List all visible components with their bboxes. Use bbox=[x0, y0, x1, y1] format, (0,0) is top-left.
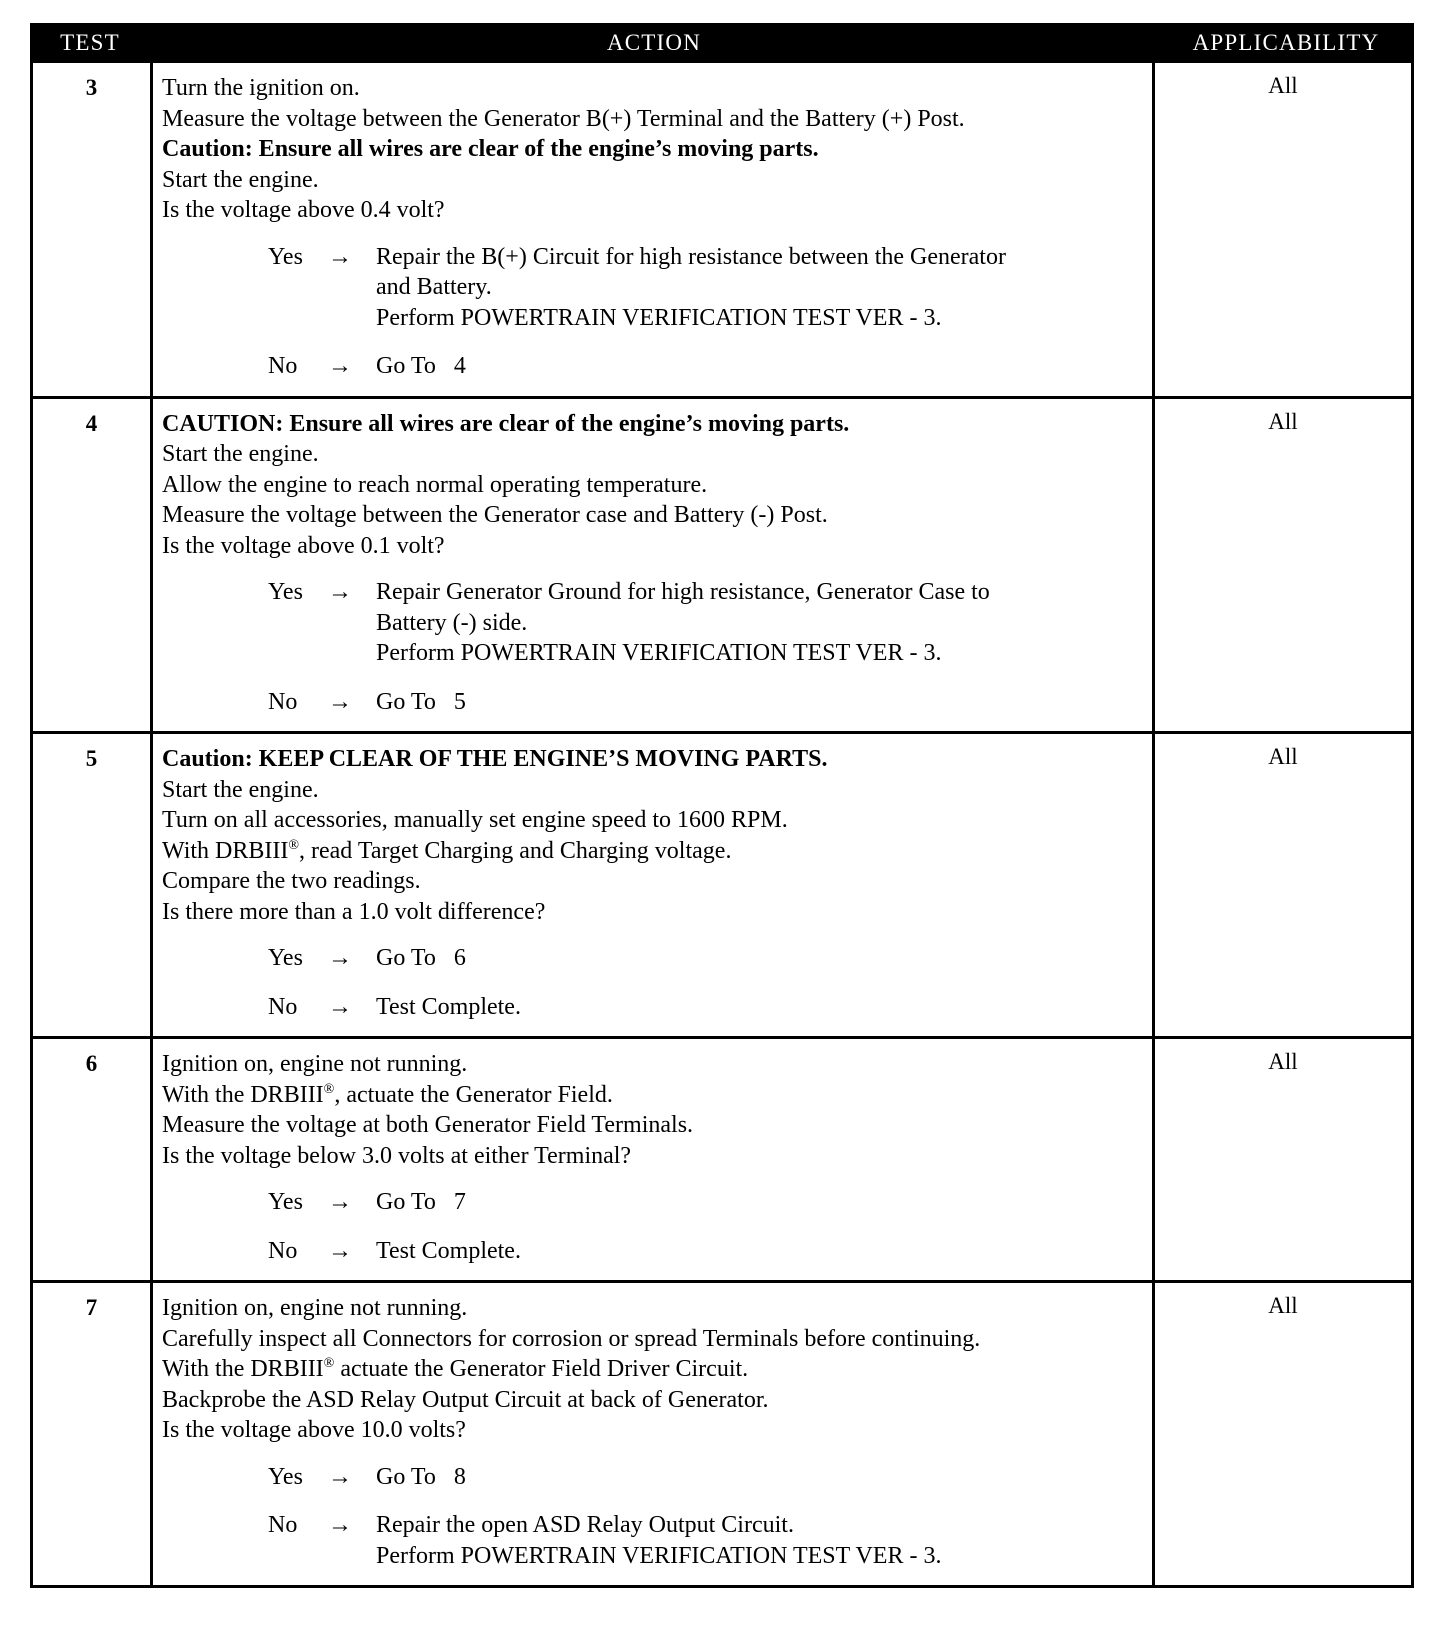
result-line: and Battery. bbox=[376, 274, 492, 300]
no-answer bbox=[268, 351, 1146, 382]
result-line: Perform POWERTRAIN VERIFICATION TEST VER - 3. bbox=[376, 1542, 942, 1569]
result-line: Go To 8 bbox=[376, 1463, 466, 1490]
yes-answer bbox=[268, 242, 1146, 334]
no-answer bbox=[268, 1236, 1146, 1267]
table-row bbox=[33, 1036, 1411, 1280]
result-line: Perform POWERTRAIN VERIFICATION TEST VER - 3. bbox=[376, 304, 942, 331]
instruction-line: Turn the ignition on. bbox=[162, 75, 360, 101]
caution-line: CAUTION: Ensure all wires are clear of the engine’s moving parts. bbox=[162, 410, 850, 437]
instruction-line: Turn on all accessories, manually set engine speed to 1600 RPM. bbox=[162, 807, 788, 833]
test-number: 6 bbox=[33, 1039, 153, 1280]
instruction-line: Compare the two readings. bbox=[162, 868, 421, 894]
table-row bbox=[33, 731, 1411, 1036]
result-line: Go To 5 bbox=[376, 688, 466, 715]
instruction-line: Ignition on, engine not running. bbox=[162, 1051, 468, 1077]
right-arrow-icon: → bbox=[328, 243, 352, 270]
instruction-line: Allow the engine to reach normal operating temperature. bbox=[162, 471, 708, 498]
test-number: 3 bbox=[33, 63, 153, 396]
result-line: Go To 7 bbox=[376, 1189, 466, 1215]
header-test: TEST bbox=[60, 30, 120, 55]
applicability-cell: All bbox=[1268, 1293, 1298, 1318]
answer-label: Yes bbox=[268, 579, 303, 605]
right-arrow-icon: → bbox=[328, 1463, 352, 1490]
no-answer bbox=[268, 992, 1146, 1023]
answer-label: No bbox=[268, 353, 298, 379]
answer-label: Yes bbox=[268, 945, 303, 971]
action-cell bbox=[153, 63, 1155, 396]
right-arrow-icon: → bbox=[328, 993, 352, 1020]
answer-result bbox=[376, 577, 1146, 669]
yes-answer bbox=[268, 1187, 1146, 1218]
answer-label: No bbox=[268, 1237, 298, 1264]
yes-answer bbox=[268, 1462, 1146, 1493]
action-cell bbox=[153, 734, 1155, 1036]
answer-result bbox=[376, 242, 1146, 334]
answer-label: No bbox=[268, 993, 298, 1020]
applicability-cell: All bbox=[1268, 744, 1298, 769]
answer-result bbox=[376, 1187, 1146, 1218]
answer-label: Yes bbox=[268, 1463, 303, 1490]
diagnostic-test-table bbox=[30, 23, 1414, 1588]
answer-label: Yes bbox=[268, 1189, 303, 1215]
instruction-line: With the DRBIII®, actuate the Generator Field. bbox=[162, 1081, 613, 1108]
answer-result bbox=[376, 1462, 1146, 1493]
answer-result bbox=[376, 1236, 1146, 1267]
instruction-line: Start the engine. bbox=[162, 441, 319, 467]
instruction-line: Is there more than a 1.0 volt difference? bbox=[162, 898, 546, 925]
instruction-line: Is the voltage above 10.0 volts? bbox=[162, 1417, 466, 1443]
table-header bbox=[30, 23, 1414, 63]
table-row bbox=[33, 396, 1411, 732]
right-arrow-icon: → bbox=[328, 579, 352, 605]
no-answer bbox=[268, 687, 1146, 718]
answer-label: No bbox=[268, 688, 298, 715]
instruction-line: Measure the voltage between the Generator B(+) Terminal and the Battery (+) Post. bbox=[162, 105, 965, 132]
instruction-line: Backprobe the ASD Relay Output Circuit at back of Generator. bbox=[162, 1386, 769, 1413]
instruction-line: With DRBIII®, read Target Charging and Charging voltage. bbox=[162, 837, 732, 864]
right-arrow-icon: → bbox=[328, 1237, 352, 1264]
instruction-line: With the DRBIII® actuate the Generator Field Driver Circuit. bbox=[162, 1356, 749, 1382]
instruction-line: Start the engine. bbox=[162, 166, 319, 193]
instruction-line: Is the voltage above 0.1 volt? bbox=[162, 532, 445, 559]
action-cell bbox=[153, 399, 1155, 732]
answer-result bbox=[376, 351, 1146, 382]
caution-line: Caution: KEEP CLEAR OF THE ENGINE’S MOVING PARTS. bbox=[162, 746, 828, 772]
table-row bbox=[33, 63, 1411, 396]
instruction-line: Start the engine. bbox=[162, 776, 319, 803]
instruction-line: Measure the voltage at both Generator Field Terminals. bbox=[162, 1112, 694, 1138]
yes-answer bbox=[268, 577, 1146, 669]
answer-result bbox=[376, 992, 1146, 1023]
applicability-cell: All bbox=[1268, 408, 1298, 434]
answer-result bbox=[376, 687, 1146, 718]
yes-answer bbox=[268, 943, 1146, 974]
answer-result bbox=[376, 1510, 1146, 1571]
test-number: 4 bbox=[33, 399, 153, 732]
result-line: Test Complete. bbox=[376, 993, 521, 1020]
instruction-line: Measure the voltage between the Generator case and Battery (-) Post. bbox=[162, 502, 828, 528]
action-cell bbox=[153, 1039, 1155, 1280]
result-line: Go To 6 bbox=[376, 945, 466, 971]
test-number: 7 bbox=[33, 1283, 153, 1585]
result-line: Perform POWERTRAIN VERIFICATION TEST VER - 3. bbox=[376, 640, 942, 666]
table-body bbox=[30, 63, 1414, 1588]
instruction-line: Is the voltage below 3.0 volts at either Terminal? bbox=[162, 1142, 632, 1169]
test-number: 5 bbox=[33, 734, 153, 1036]
right-arrow-icon: → bbox=[328, 945, 352, 971]
answer-label: Yes bbox=[268, 243, 303, 270]
result-line: Go To 4 bbox=[376, 353, 466, 379]
right-arrow-icon: → bbox=[328, 688, 352, 715]
result-line: Repair Generator Ground for high resistance, Generator Case to bbox=[376, 579, 990, 605]
no-answer bbox=[268, 1510, 1146, 1571]
table-row bbox=[33, 1280, 1411, 1585]
result-line: Test Complete. bbox=[376, 1237, 521, 1264]
applicability-cell: All bbox=[1268, 1049, 1298, 1074]
action-cell bbox=[153, 1283, 1155, 1585]
header-action: ACTION bbox=[606, 30, 702, 55]
result-line: Repair the open ASD Relay Output Circuit. bbox=[376, 1512, 794, 1538]
instruction-line: Ignition on, engine not running. bbox=[162, 1295, 468, 1321]
caution-line: Caution: Ensure all wires are clear of the engine’s moving parts. bbox=[162, 136, 819, 162]
right-arrow-icon: → bbox=[328, 353, 352, 379]
answer-result bbox=[376, 943, 1146, 974]
instruction-line: Is the voltage above 0.4 volt? bbox=[162, 197, 445, 223]
result-line: Battery (-) side. bbox=[376, 609, 528, 636]
answer-label: No bbox=[268, 1512, 298, 1538]
instruction-line: Carefully inspect all Connectors for corrosion or spread Terminals before continuing. bbox=[162, 1325, 981, 1352]
result-line: Repair the B(+) Circuit for high resistance between the Generator bbox=[376, 243, 1006, 270]
right-arrow-icon: → bbox=[328, 1189, 352, 1215]
header-applicability: APPLICABILITY bbox=[1192, 30, 1380, 55]
applicability-cell: All bbox=[1268, 73, 1298, 98]
right-arrow-icon: → bbox=[328, 1512, 352, 1538]
